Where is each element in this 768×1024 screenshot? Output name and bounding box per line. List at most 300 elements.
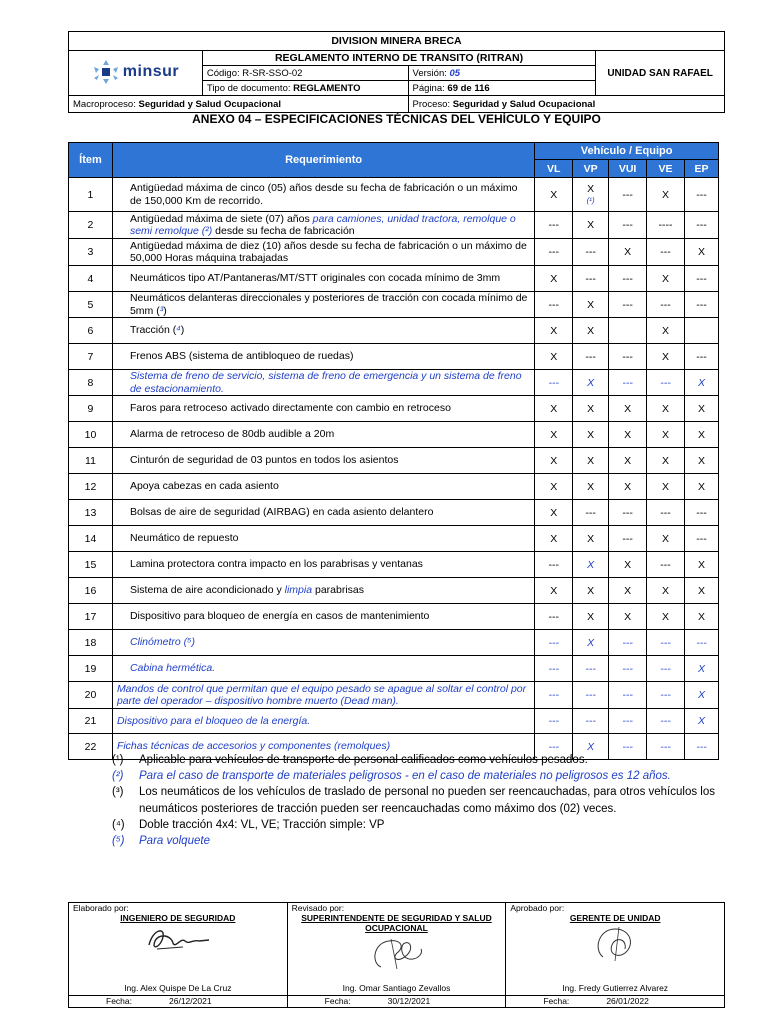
row-requirement: [112, 266, 534, 292]
document-page-number: Página: 69 de 116: [408, 81, 596, 96]
row-value-ep: [685, 178, 719, 212]
row-item-number: 3: [69, 239, 113, 266]
cell-value: X: [624, 246, 632, 258]
row-item-number: 9: [69, 396, 113, 422]
table-row: [69, 318, 719, 344]
row-value-vui: [609, 344, 647, 370]
row-value-vui: [609, 682, 647, 709]
table-row: [69, 552, 719, 578]
document-header: [68, 31, 725, 113]
row-value-ve: [647, 370, 685, 396]
row-value-vp: [573, 578, 609, 604]
footnote-mark: (⁵): [112, 835, 125, 848]
footnotes: [112, 752, 724, 849]
cell-value: ---: [622, 740, 633, 753]
row-item-number: 16: [69, 578, 113, 604]
cell-value: X: [624, 584, 632, 597]
row-value-ve: [647, 604, 685, 630]
signer-role: INGENIERO DE SEGURIDAD: [120, 913, 236, 923]
row-value-ve: [647, 318, 685, 344]
division-title: DIVISION MINERA BRECA: [69, 32, 725, 51]
cell-value: X: [697, 584, 705, 597]
table-row: [69, 709, 719, 734]
row-value-vp: [573, 292, 609, 318]
col-requirement-header: Requerimiento: [112, 143, 534, 178]
logo-text: minsur: [122, 62, 180, 80]
cell-value: X: [662, 454, 670, 467]
cell-value: ---: [660, 689, 671, 701]
signature-dates-row: [69, 996, 725, 1008]
cell-value: X: [624, 402, 632, 415]
row-requirement: [112, 709, 534, 734]
cell-value: ---: [696, 350, 707, 363]
row-requirement: [112, 448, 534, 474]
row-item-number: 5: [69, 292, 113, 318]
row-value-vl: [535, 318, 573, 344]
row-value-ep: [685, 266, 719, 292]
row-value-vl: [535, 500, 573, 526]
row-value-vl: [535, 474, 573, 500]
cell-value: X: [662, 532, 670, 545]
cell-value: X: [550, 272, 558, 285]
row-value-vp: [573, 396, 609, 422]
row-item-number: 22: [69, 734, 113, 760]
cell-value: ---: [548, 636, 559, 649]
row-value-ve: [647, 292, 685, 318]
row-value-vl: [535, 178, 573, 212]
col-header-vp: VP: [573, 160, 609, 178]
row-value-vui: [609, 578, 647, 604]
cell-value: ---: [548, 662, 559, 675]
cell-value: ---: [585, 246, 596, 258]
requirement-text: Alarma de retroceso de 80db audible a 20m: [129, 428, 335, 441]
row-requirement: [112, 500, 534, 526]
table-row: [69, 292, 719, 318]
row-requirement: [112, 212, 534, 239]
cell-value: ---: [660, 636, 671, 649]
footnote-text: Doble tracción 4x4: VL, VE; Tracción simple: VP: [139, 818, 385, 831]
row-value-ep: [685, 344, 719, 370]
requirement-text: Mandos de control que permitan que el equipo pesado se apague al soltar el control por parte del operador – dispositivo hombre muerto (Dead man).: [116, 682, 527, 707]
row-value-ep: [685, 239, 719, 266]
signature-labels-row: [69, 903, 725, 914]
row-value-vp: [573, 370, 609, 396]
row-requirement: [112, 552, 534, 578]
col-header-ep: EP: [685, 160, 719, 178]
row-requirement: [112, 604, 534, 630]
row-value-ep: [685, 370, 719, 396]
row-value-ep: [685, 500, 719, 526]
cell-value: ---: [585, 506, 596, 519]
cell-value: ---: [696, 636, 707, 649]
table-row: [69, 500, 719, 526]
date-label: Fecha:: [324, 996, 351, 1006]
row-item-number: 6: [69, 318, 113, 344]
table-row: [69, 370, 719, 396]
col-header-ve: VE: [647, 160, 685, 178]
cell-value: X: [662, 188, 670, 201]
footnote: [112, 752, 724, 768]
cell-value: ---: [548, 246, 559, 258]
row-value-vl: [535, 578, 573, 604]
row-value-ve: [647, 682, 685, 709]
cell-value: X: [587, 219, 595, 231]
requirement-text: parabrisas: [312, 584, 365, 597]
row-value-ve: [647, 578, 685, 604]
process: Proceso: Seguridad y Salud Ocupacional: [408, 96, 724, 113]
row-value-ve: [647, 344, 685, 370]
minsur-emblem-icon: [92, 59, 120, 85]
row-value-ep: [685, 474, 719, 500]
row-value-vl: [535, 292, 573, 318]
row-value-vui: [609, 239, 647, 266]
signature-scribble-1: [143, 923, 213, 955]
cell-value: ---: [548, 376, 559, 389]
row-requirement: [112, 630, 534, 656]
cell-value: X: [550, 584, 558, 597]
signature-block: [69, 913, 288, 996]
row-value-vui: [609, 318, 647, 344]
requirement-text: limpia: [284, 584, 313, 597]
signature-date-cell: [506, 996, 725, 1008]
cell-value: ---: [622, 506, 633, 519]
cell-value: X: [587, 740, 595, 753]
row-value-vui: [609, 422, 647, 448]
cell-value: X: [587, 532, 595, 545]
table-row: [69, 578, 719, 604]
row-value-vp: [573, 344, 609, 370]
row-item-number: 18: [69, 630, 113, 656]
table-row: [69, 266, 719, 292]
macroprocess: Macroproceso: Seguridad y Salud Ocupacional: [69, 96, 409, 113]
row-value-vp: [573, 318, 609, 344]
row-item-number: 21: [69, 709, 113, 734]
signature-label-cell: [287, 903, 506, 914]
row-value-vui: [609, 526, 647, 552]
row-requirement: [112, 682, 534, 709]
table-row: [69, 396, 719, 422]
footnote-mark: (¹): [112, 754, 124, 766]
cell-value: X: [550, 454, 558, 467]
table-row: [69, 604, 719, 630]
col-vehicle-group-header: Vehículo / Equipo: [535, 143, 719, 160]
row-value-vp: [573, 682, 609, 709]
table-row: [69, 656, 719, 682]
requirement-text: Neumático de repuesto: [129, 532, 239, 545]
requirement-text: Lamina protectora contra impacto en los parabrisas y ventanas: [129, 558, 423, 571]
cell-value: ---: [622, 298, 633, 311]
requirement-text: Frenos ABS (sistema de antibloqueo de ruedas): [129, 350, 354, 363]
cell-value: ---: [548, 558, 559, 571]
row-value-vl: [535, 239, 573, 266]
requirement-text: Tracción (: [129, 324, 177, 337]
row-value-vl: [535, 552, 573, 578]
cell-value: ---: [696, 740, 707, 753]
table-row: [69, 422, 719, 448]
signature-label: Elaborado por:: [73, 903, 129, 913]
logo-cell: [69, 51, 203, 96]
cell-value: ---: [622, 715, 633, 727]
cell-value: ---: [622, 636, 633, 649]
row-value-vl: [535, 422, 573, 448]
date-label: Fecha:: [543, 996, 570, 1006]
requirement-text: Clinómetro (⁵): [129, 636, 196, 649]
row-requirement: [112, 656, 534, 682]
cell-value: X: [587, 558, 595, 571]
date-value: 26/01/2022: [606, 996, 649, 1006]
specs-table-body: [69, 178, 719, 760]
cell-value: ---: [585, 350, 596, 363]
requirement-text: Faros para retroceso activado directamente con cambio en retroceso: [129, 402, 451, 415]
requirement-text: Apoya cabezas en cada asiento: [129, 480, 279, 493]
row-value-ve: [647, 422, 685, 448]
cell-value: ---: [622, 219, 633, 231]
row-value-vp: [573, 474, 609, 500]
cell-value: X: [550, 188, 558, 201]
cell-value: ---: [622, 689, 633, 701]
row-value-vp: [573, 709, 609, 734]
col-header-vui: VUI: [609, 160, 647, 178]
table-row: [69, 212, 719, 239]
row-value-vl: [535, 709, 573, 734]
row-item-number: 11: [69, 448, 113, 474]
cell-value: X: [697, 610, 705, 623]
cell-value: ---: [548, 219, 559, 231]
row-item-number: 10: [69, 422, 113, 448]
row-value-ep: [685, 292, 719, 318]
date-label: Fecha:: [106, 996, 132, 1006]
signature-block: [506, 913, 725, 996]
row-value-vp: [573, 448, 609, 474]
col-item-header: Ítem: [69, 143, 113, 178]
cell-value: X: [697, 402, 705, 415]
signer-name: Ing. Fredy Gutierrez Alvarez: [562, 983, 669, 993]
row-value-vl: [535, 370, 573, 396]
row-requirement: [112, 178, 534, 212]
row-value-vp: [573, 604, 609, 630]
requirement-text: Sistema de aire acondicionado y: [129, 584, 285, 597]
cell-value: X: [662, 324, 670, 337]
row-item-number: 8: [69, 370, 113, 396]
row-requirement: [112, 422, 534, 448]
requirement-text: Antigüedad máxima de cinco (05) años desde su fecha de fabricación o un máximo de 150,000 Km de recorrido.: [129, 182, 518, 207]
cell-value: X: [662, 610, 670, 623]
row-value-ep: [685, 682, 719, 709]
cell-value: X: [550, 350, 558, 363]
requirement-text: para camiones, unidad tractora, remolque o semi remolque (²): [129, 212, 516, 237]
cell-value: X: [587, 402, 595, 415]
row-value-vl: [535, 212, 573, 239]
row-value-ep: [685, 656, 719, 682]
row-value-vl: [535, 682, 573, 709]
cell-value: ---: [585, 662, 596, 675]
footnote-text: Para volquete: [139, 835, 210, 848]
annex-title: ANEXO 04 – ESPECIFICACIONES TÉCNICAS DEL VEHÍCULO Y EQUIPO: [192, 112, 601, 126]
specs-table: [68, 142, 719, 760]
signature-image: [69, 923, 287, 965]
table-row: [69, 344, 719, 370]
row-value-vp: [573, 630, 609, 656]
cell-value: ----: [658, 219, 673, 231]
cell-value: X: [587, 610, 595, 623]
date-value: 30/12/2021: [387, 996, 431, 1006]
row-item-number: 7: [69, 344, 113, 370]
cell-value: X: [587, 454, 595, 467]
document-version: Versión: 05: [408, 66, 596, 81]
row-value-vp: [573, 212, 609, 239]
cell-value: X: [697, 689, 705, 701]
signature-main-row: [69, 913, 725, 996]
cell-value: ---: [622, 188, 633, 201]
cell-value: ---: [696, 188, 707, 201]
cell-value: ---: [548, 740, 559, 753]
footnote-mark: (³): [112, 786, 124, 799]
row-value-vui: [609, 630, 647, 656]
table-row: [69, 526, 719, 552]
row-value-vui: [609, 709, 647, 734]
row-requirement: [112, 396, 534, 422]
footnote-mark: (²): [112, 770, 124, 783]
row-value-ve: [647, 448, 685, 474]
row-value-ve: [647, 630, 685, 656]
cell-value: X: [662, 402, 670, 415]
cell-value: ---: [622, 662, 633, 675]
signature-date-cell: [69, 996, 288, 1008]
cell-value: ---: [660, 662, 671, 675]
cell-value: ---: [660, 715, 671, 727]
signature-scribble-2: [361, 933, 431, 973]
footnote-text: Aplicable para vehículos de transporte de personal calificados como vehículos pesados.: [139, 754, 588, 766]
row-value-vl: [535, 526, 573, 552]
cell-value: ---: [622, 376, 633, 389]
table-row: [69, 239, 719, 266]
requirement-text: desde su fecha de fabricación: [212, 225, 355, 237]
signature-image: [288, 933, 506, 975]
requirement-text: Cabina hermética.: [129, 662, 216, 675]
row-value-vp: [573, 239, 609, 266]
cell-value: X: [550, 428, 558, 441]
document-type: Tipo de documento: REGLAMENTO: [202, 81, 408, 96]
cell-value: ---: [548, 610, 559, 623]
row-value-ep: [685, 709, 719, 734]
table-row: [69, 448, 719, 474]
row-value-ve: [647, 656, 685, 682]
minsur-logo: [92, 59, 179, 85]
footnote: [112, 833, 724, 849]
table-row: [69, 682, 719, 709]
row-value-ve: [647, 178, 685, 212]
signature-scribble-3: [585, 923, 645, 963]
row-item-number: 19: [69, 656, 113, 682]
row-requirement: [112, 370, 534, 396]
requirement-text: Antigüedad máxima de diez (10) años desde su fecha de fabricación o un máximo de 50,000 Horas máquina trabajadas: [129, 239, 527, 264]
cell-value: ---: [585, 272, 596, 285]
row-value-ve: [647, 474, 685, 500]
macroprocess-value: Seguridad y Salud Ocupacional: [138, 98, 282, 110]
row-value-vl: [535, 266, 573, 292]
requirement-text: Dispositivo para bloqueo de energía en casos de mantenimiento: [129, 610, 430, 623]
cell-value: X: [697, 376, 705, 389]
cell-value: ---: [548, 689, 559, 701]
requirement-text: ⁴: [176, 324, 181, 337]
unit-name: UNIDAD SAN RAFAEL: [596, 51, 725, 96]
row-value-vl: [535, 630, 573, 656]
signer-role: SUPERINTENDENTE DE SEGURIDAD Y SALUD OCUPACIONAL: [301, 913, 492, 933]
row-value-ep: [685, 604, 719, 630]
cell-value: ---: [660, 298, 671, 311]
cell-value: ---: [696, 298, 707, 311]
cell-value: X: [587, 324, 595, 337]
row-value-vui: [609, 212, 647, 239]
row-value-ep: [685, 396, 719, 422]
signature-label-cell: [69, 903, 288, 914]
signature-label: Revisado por:: [291, 903, 345, 913]
signer-role: GERENTE DE UNIDAD: [569, 913, 661, 923]
cell-value: ---: [696, 272, 707, 285]
row-value-vp: [573, 526, 609, 552]
requirement-text: Fichas técnicas de accesorios y componentes (remolques): [116, 740, 391, 753]
cell-value: X: [550, 480, 558, 493]
cell-value: X: [662, 480, 670, 493]
row-value-vl: [535, 656, 573, 682]
cell-value: X: [697, 480, 705, 493]
row-value-ep: [685, 552, 719, 578]
signature-table: [68, 902, 725, 1008]
date-value: 26/12/2021: [169, 996, 212, 1006]
row-item-number: 14: [69, 526, 113, 552]
row-value-vl: [535, 604, 573, 630]
row-requirement: [112, 344, 534, 370]
row-value-ep: [685, 212, 719, 239]
row-value-vl: [535, 396, 573, 422]
cell-value: ---: [622, 272, 633, 285]
row-item-number: 4: [69, 266, 113, 292]
row-value-vui: [609, 370, 647, 396]
cell-value: X: [550, 324, 558, 337]
footnote-mark: (⁴): [112, 818, 125, 831]
row-requirement: [112, 239, 534, 266]
signature-image: [506, 923, 724, 965]
table-row: [69, 474, 719, 500]
cell-value: X: [624, 480, 632, 493]
row-value-ep: [685, 630, 719, 656]
row-value-ep: [685, 578, 719, 604]
row-value-vui: [609, 474, 647, 500]
cell-value: X: [624, 610, 632, 623]
row-value-ve: [647, 709, 685, 734]
row-value-ep: [685, 526, 719, 552]
cell-value: X: [662, 272, 670, 285]
row-item-number: 20: [69, 682, 113, 709]
cell-value: ---: [696, 506, 707, 519]
cell-value: X: [662, 428, 670, 441]
cell-value: ---: [660, 376, 671, 389]
cell-value: ---: [696, 532, 707, 545]
row-requirement: [112, 292, 534, 318]
row-value-vp: [573, 422, 609, 448]
row-item-number: 1: [69, 178, 113, 212]
row-value-vp: [573, 500, 609, 526]
row-value-ve: [647, 266, 685, 292]
signature-date-cell: [287, 996, 506, 1008]
requirement-text: ): [163, 304, 167, 317]
row-value-ve: [647, 526, 685, 552]
requirement-text: Cinturón de seguridad de 03 puntos en todos los asientos: [129, 454, 399, 467]
requirement-text: Neumáticos tipo AT/Pantaneras/MT/STT originales con cocada mínimo de 3mm: [129, 272, 501, 285]
requirement-text: Antigüedad máxima de siete (07) años: [129, 212, 313, 225]
cell-value: X: [587, 428, 595, 441]
row-item-number: 12: [69, 474, 113, 500]
